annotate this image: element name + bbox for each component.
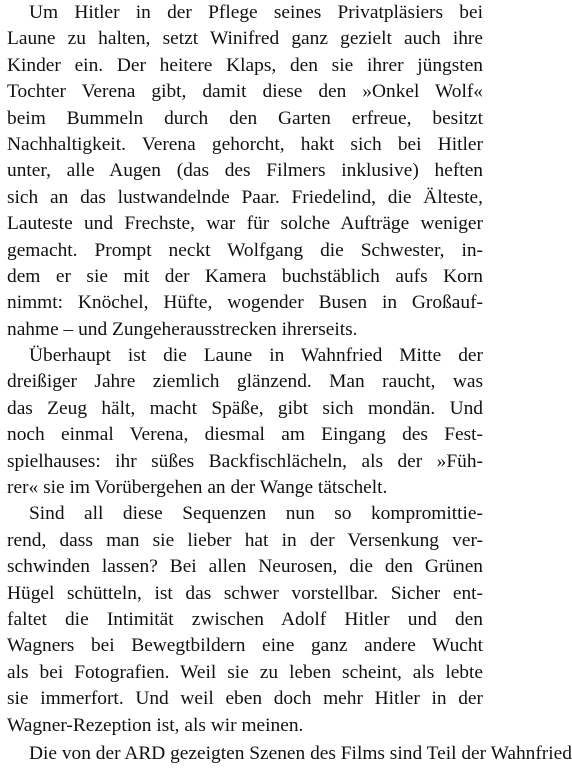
text-line: nimmt: Knöchel, Hüfte, wogender Busen in Großauf- xyxy=(7,292,483,314)
text-line: das Zeug hält, macht Späße, gibt sich mondän. Und xyxy=(7,397,483,419)
text-line: Um Hitler in der Pflege seines Privatpläsiers bei xyxy=(29,2,483,23)
text-line: schwinden lassen? Bei allen Neurosen, die den Grünen xyxy=(7,556,483,578)
text-line: unter, alle Augen (das des Filmers inklusive) heften xyxy=(7,160,483,182)
text-line: Laune zu halten, setzt Winifred ganz gezielt auch ihre xyxy=(7,28,483,50)
partial-text-line: Die von der ARD gezeigten Szenen des Films sind Teil der Wahnfried xyxy=(29,742,572,764)
paragraph-3 xyxy=(7,501,483,739)
text-line: nahme – und Zungeherausstrecken ihrerseits. xyxy=(7,318,358,340)
text-line: Wagner-Rezeption ist, als wir meinen. xyxy=(7,714,304,736)
text-line: noch einmal Verena, diesmal am Eingang des Fest- xyxy=(7,424,483,446)
paragraph-1 xyxy=(7,0,483,343)
text-line: Nachhaltigkeit. Verena gehorcht, hakt sich bei Hitler xyxy=(7,133,483,155)
text-line: Tochter Verena gibt, damit diese den »Onkel Wolf« xyxy=(7,81,483,103)
text-line: Wagners bei Bewegtbildern eine ganz andere Wucht xyxy=(7,635,483,657)
text-line: Überhaupt ist die Laune in Wahnfried Mitte der xyxy=(29,345,483,367)
body-text xyxy=(7,0,572,764)
text-line: sie immerfort. Und weil eben doch mehr Hitler in der xyxy=(7,688,483,710)
text-line: gemacht. Prompt neckt Wolfgang die Schwester, in- xyxy=(7,239,483,261)
text-line: Kinder ein. Der heitere Klaps, den sie ihrer jüngsten xyxy=(7,54,483,76)
text-line: dreißiger Jahre ziemlich glänzend. Man raucht, was xyxy=(7,371,483,393)
text-line: spielhauses: ihr süßes Backfischlächeln, als der »Füh- xyxy=(7,450,483,472)
text-line: sich an das lustwandelnde Paar. Friedelind, die Älteste, xyxy=(7,186,483,208)
text-line: rend, dass man sie lieber hat in der Versenkung ver- xyxy=(7,529,483,551)
paragraph-2 xyxy=(7,343,483,501)
text-line: dem er sie mit der Kamera buchstäblich aufs Korn xyxy=(7,265,483,287)
text-line: Lauteste und Frechste, war für solche Aufträge weniger xyxy=(7,213,483,235)
text-line: rer« sie im Vorübergehen an der Wange tätschelt. xyxy=(7,477,388,499)
text-line: als bei Fotografien. Weil sie zu leben scheint, als lebte xyxy=(7,661,483,683)
text-line: faltet die Intimität zwischen Adolf Hitler und den xyxy=(7,608,483,630)
text-line: Sind all diese Sequenzen nun so kompromittie- xyxy=(29,503,483,525)
text-line: Hügel schütteln, ist das schwer vorstellbar. Sicher ent- xyxy=(7,582,483,604)
text-line: beim Bummeln durch den Garten erfreue, besitzt xyxy=(7,107,483,129)
